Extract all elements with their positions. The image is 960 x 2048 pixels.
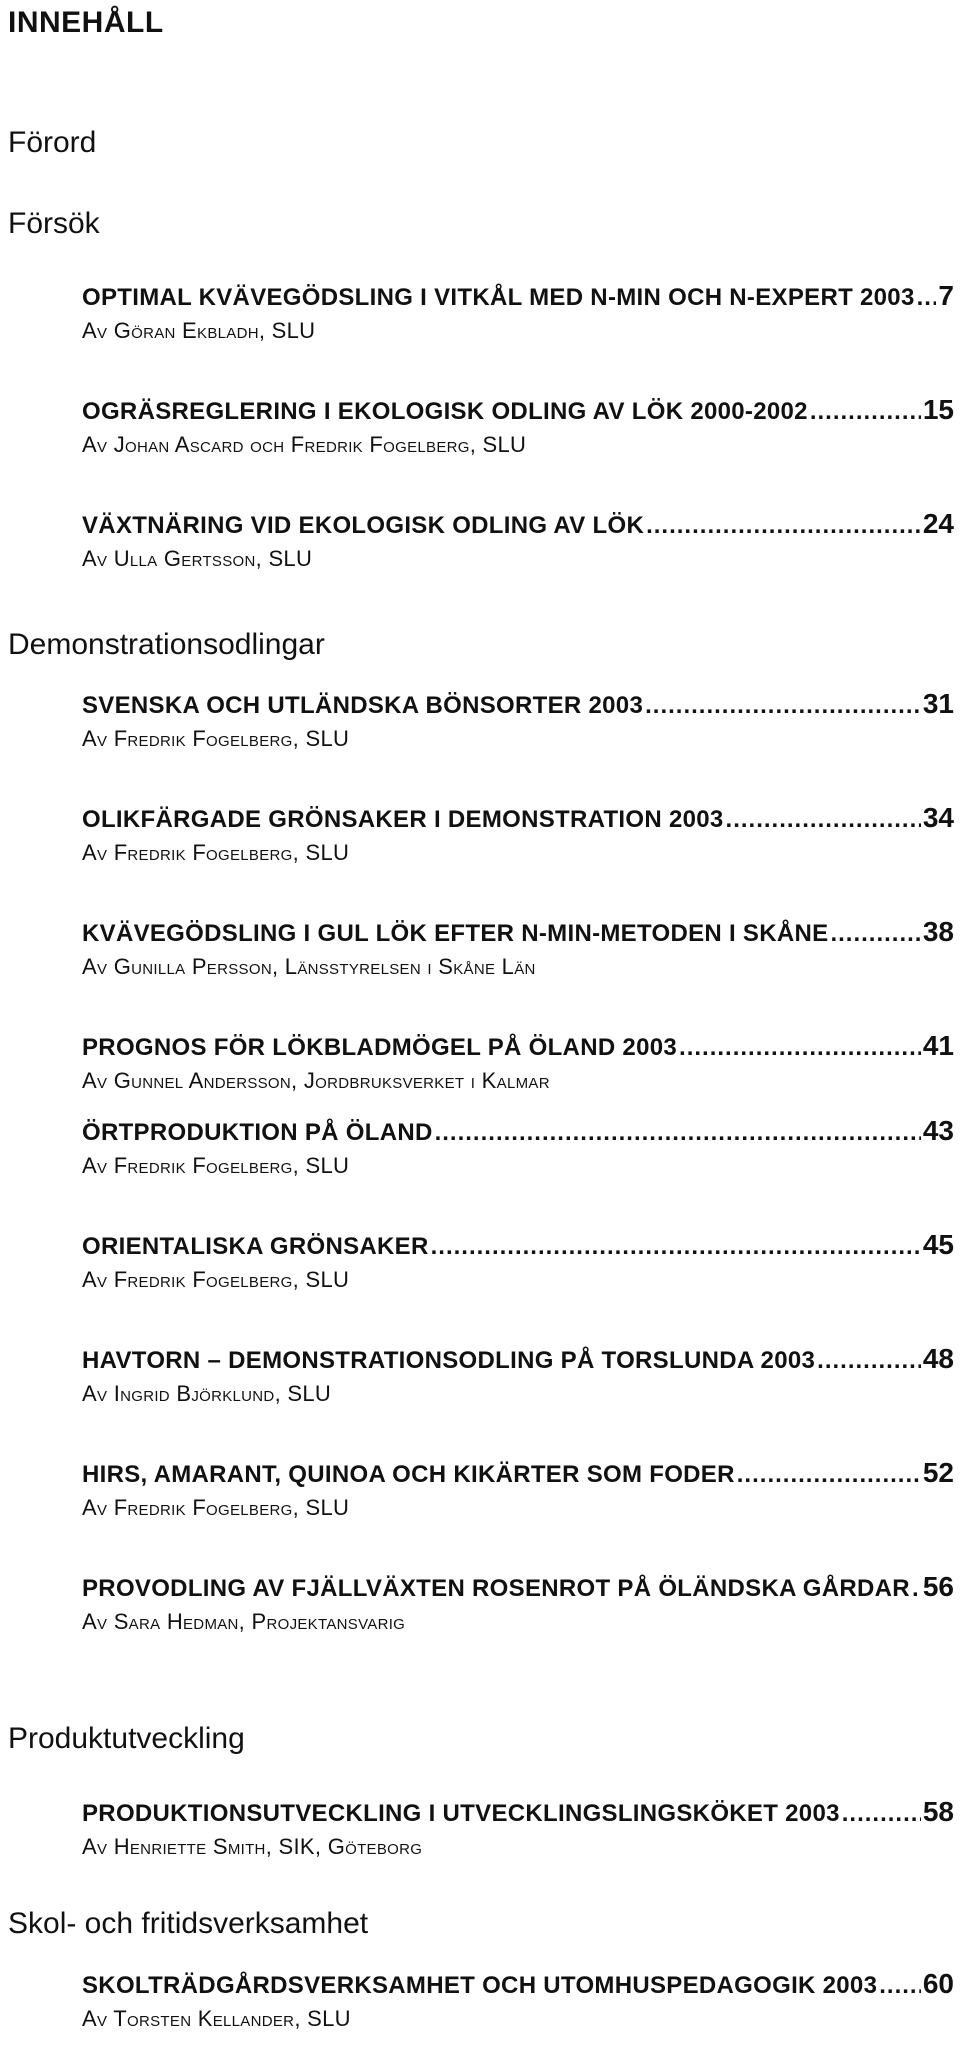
section-heading-skol-och-fritid: Skol- och fritidsverksamhet (8, 1907, 369, 1940)
toc-entry[interactable] (82, 688, 954, 752)
page-number: 56 (922, 1571, 954, 1602)
page-number: 7 (938, 280, 954, 311)
page-number: 58 (922, 1796, 954, 1827)
dot-leader (842, 1800, 921, 1828)
entry-author: Av Fredrik Fogelberg, SLU (82, 840, 350, 865)
toc-entry[interactable] (82, 916, 954, 980)
page-number: 24 (922, 508, 954, 539)
toc-entry[interactable] (82, 802, 954, 866)
toc-entry[interactable] (82, 394, 954, 458)
entry-title: OLIKFÄRGADE GRÖNSAKER I DEMONSTRATION 2003 (82, 806, 724, 833)
toc-entry[interactable] (82, 280, 954, 344)
entry-title: PROVODLING AV FJÄLLVÄXTEN ROSENROT PÅ ÖLÄNDSKA GÅRDAR (82, 1575, 910, 1602)
section-heading-produktutveckling: Produktutveckling (8, 1722, 245, 1755)
section-heading-forsok: Försök (8, 207, 100, 240)
dot-leader (810, 398, 921, 426)
toc-entry[interactable] (82, 1343, 954, 1407)
toc-entry[interactable] (82, 1796, 954, 1860)
toc-entry[interactable] (82, 1457, 954, 1521)
page-number: 45 (922, 1229, 954, 1260)
entry-author: Av Gunnel Andersson, Jordbruksverket i Kalmar (82, 1068, 550, 1093)
page-number: 52 (922, 1457, 954, 1488)
page-title: INNEHÅLL (8, 6, 164, 39)
entry-author: Av Fredrik Fogelberg, SLU (82, 1153, 350, 1178)
dot-leader (879, 1972, 921, 2000)
entry-author: Av Ingrid Björklund, SLU (82, 1381, 332, 1406)
toc-entry[interactable] (82, 1571, 954, 1635)
entry-title: PRODUKTIONSUTVECKLING I UTVECKLINGSLINGSKÖKET 2003 (82, 1800, 840, 1827)
entry-author: Av Henriette Smith, SIK, Göteborg (82, 1834, 423, 1859)
entry-author: Av Torsten Kellander, SLU (82, 2006, 351, 2031)
toc-entry[interactable] (82, 508, 954, 572)
entry-title: SVENSKA OCH UTLÄNDSKA BÖNSORTER 2003 (82, 692, 644, 719)
entry-author: Av Fredrik Fogelberg, SLU (82, 1495, 350, 1520)
page-number: 31 (922, 688, 954, 719)
entry-author: Av Gunilla Persson, Länsstyrelsen i Skåne Län (82, 954, 536, 979)
section-heading-demonstrationsodlingar: Demonstrationsodlingar (8, 628, 325, 661)
entry-title: VÄXTNÄRING VID EKOLOGISK ODLING AV LÖK (82, 512, 645, 539)
entry-title: HIRS, AMARANT, QUINOA OCH KIKÄRTER SOM FODER (82, 1461, 735, 1488)
page-number: 43 (922, 1115, 954, 1146)
entry-author: Av Ulla Gertsson, SLU (82, 546, 313, 571)
entry-title: OGRÄSREGLERING I EKOLOGISK ODLING AV LÖK 2000-2002 (82, 398, 808, 425)
dot-leader (817, 1347, 921, 1375)
page-number: 41 (922, 1030, 954, 1061)
toc-entry[interactable] (82, 1115, 954, 1179)
section-heading-forord: Förord (8, 126, 97, 159)
entry-author: Av Fredrik Fogelberg, SLU (82, 1267, 350, 1292)
page-number: 38 (922, 916, 954, 947)
entry-title: SKOLTRÄDGÅRDSVERKSAMHET OCH UTOMHUSPEDAGOGIK 2003 (82, 1972, 878, 1999)
dot-leader (645, 692, 921, 720)
dot-leader (737, 1461, 921, 1489)
toc-entry[interactable] (82, 1968, 954, 2032)
page-number: 60 (922, 1968, 954, 1999)
toc-entry[interactable] (82, 1030, 954, 1094)
entry-author: Av Göran Ekbladh, SLU (82, 318, 316, 343)
entry-author: Av Sara Hedman, Projektansvarig (82, 1609, 406, 1634)
entry-title: ÖRTPRODUKTION PÅ ÖLAND (82, 1119, 433, 1146)
page-number: 34 (922, 802, 954, 833)
entry-title: PROGNOS FÖR LÖKBLADMÖGEL PÅ ÖLAND 2003 (82, 1034, 678, 1061)
page-number: 15 (922, 394, 954, 425)
entry-title: ORIENTALISKA GRÖNSAKER (82, 1233, 429, 1260)
dot-leader (830, 920, 920, 948)
dot-leader (917, 284, 937, 312)
entry-author: Av Johan Ascard och Fredrik Fogelberg, SLU (82, 432, 527, 457)
entry-author: Av Fredrik Fogelberg, SLU (82, 726, 350, 751)
dot-leader (726, 806, 921, 834)
entry-title: HAVTORN – DEMONSTRATIONSODLING PÅ TORSLUNDA 2003 (82, 1347, 816, 1374)
dot-leader (912, 1575, 921, 1603)
page-number: 48 (922, 1343, 954, 1374)
toc-entry[interactable] (82, 1229, 954, 1293)
entry-title: KVÄVEGÖDSLING I GUL LÖK EFTER N-MIN-METODEN I SKÅNE (82, 920, 829, 947)
dot-leader (431, 1233, 921, 1261)
dot-leader (435, 1119, 921, 1147)
dot-leader (679, 1034, 921, 1062)
entry-title: OPTIMAL KVÄVEGÖDSLING I VITKÅL MED N-MIN OCH N-EXPERT 2003 (82, 284, 915, 311)
dot-leader (646, 512, 921, 540)
